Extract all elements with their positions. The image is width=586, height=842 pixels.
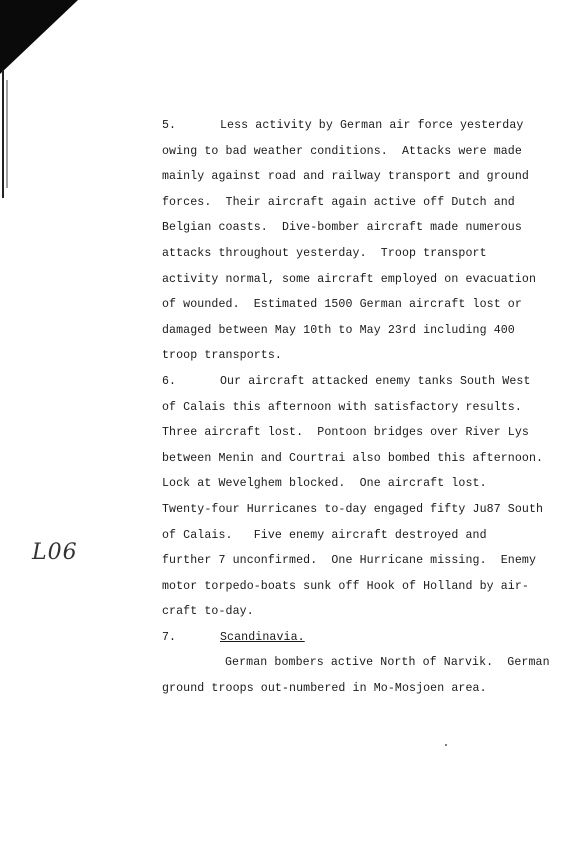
- paragraph-line: [162, 650, 562, 676]
- paragraph-line: between Menin and Courtrai also bombed this afternoon.: [162, 451, 544, 465]
- section-heading: Scandinavia.: [220, 630, 305, 644]
- paragraph-line: damaged between May 10th to May 23rd including 400: [162, 323, 515, 337]
- paragraph-line: ground troops out-numbered in Mo-Mosjoen area.: [162, 682, 487, 696]
- document-body: [162, 113, 562, 702]
- paragraph-line: Three aircraft lost. Pontoon bridges over River Lys: [162, 426, 529, 440]
- paragraph-number: 6.: [162, 374, 177, 388]
- paragraph-line: [162, 369, 562, 395]
- paragraph-line: [162, 113, 562, 139]
- paragraph-text: Our aircraft attacked enemy tanks South West: [220, 374, 531, 388]
- paragraph-line: of wounded. Estimated 1500 German aircraft lost or: [162, 298, 522, 312]
- paragraph-line: activity normal, some aircraft employed on evacuation: [162, 272, 537, 286]
- paragraph-line: mainly against road and railway transport and ground: [162, 170, 529, 184]
- paper-speck: [445, 744, 447, 746]
- paragraph-number: 7.: [162, 630, 177, 644]
- paragraph-line: forces. Their aircraft again active off Dutch and: [162, 195, 515, 209]
- paragraph-line: of Calais. Five enemy aircraft destroyed and: [162, 528, 487, 542]
- paragraph-line: [162, 625, 562, 651]
- paragraph-line: further 7 unconfirmed. One Hurricane missing. Enemy: [162, 554, 537, 568]
- paragraph-text: German bombers active North of Narvik. German: [225, 656, 550, 670]
- paragraph-line: Lock at Wevelghem blocked. One aircraft lost.: [162, 477, 487, 491]
- left-edge-mark: [0, 70, 12, 200]
- paragraph-line: owing to bad weather conditions. Attacks were made: [162, 144, 522, 158]
- paragraph-text: Less activity by German air force yesterday: [220, 119, 524, 132]
- paragraph-number: 5.: [162, 119, 177, 132]
- paragraph-line: Belgian coasts. Dive-bomber aircraft made numerous: [162, 221, 522, 235]
- corner-binding-mark: [0, 0, 80, 80]
- paragraph-line: of Calais this afternoon with satisfactory results.: [162, 400, 522, 414]
- paragraph-line: Twenty-four Hurricanes to-day engaged fifty Ju87 South: [162, 502, 544, 516]
- paragraph-line: attacks throughout yesterday. Troop transport: [162, 246, 487, 260]
- paragraph-line: craft to-day.: [162, 605, 254, 619]
- paragraph-line: motor torpedo-boats sunk off Hook of Holland by air-: [162, 579, 529, 593]
- handwritten-margin-note: L06: [32, 540, 78, 565]
- paragraph-line: troop transports.: [162, 349, 282, 363]
